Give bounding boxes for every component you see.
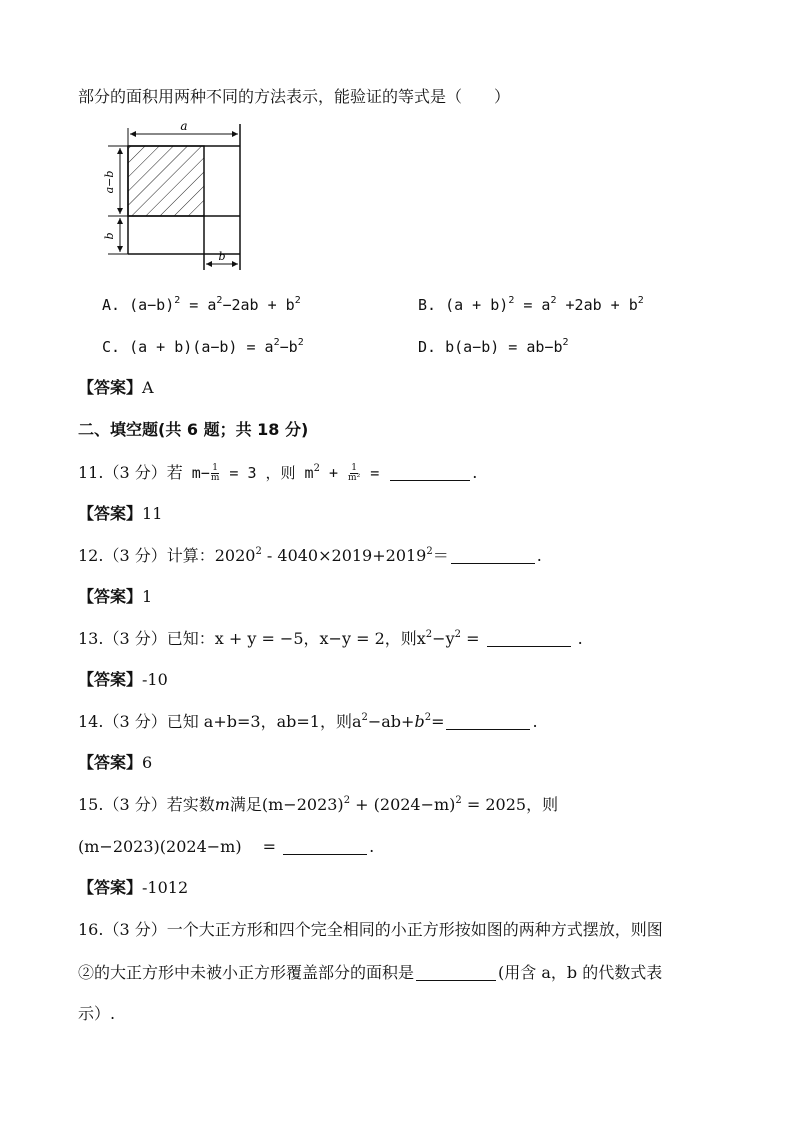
question-16-line1: 16.（3 分）一个大正方形和四个完全相同的小正方形按如图的两种方式摆放，则图 — [78, 920, 663, 939]
question-12: 12.（3 分）计算：$2020^2 - 4040\times 2019+2019^2=$ . — [78, 546, 542, 565]
answer-15: 【答案】-1012 — [78, 878, 189, 897]
answer-13: 【答案】-10 — [78, 670, 168, 689]
option-c: C. $(a + b)(a-b) = a^2-b^2$ — [102, 337, 304, 356]
label-a: a — [180, 120, 188, 133]
answer-blank — [283, 838, 367, 855]
question-14: 14.（3 分）已知 a+b=3，ab=1，则$a^2-ab+b^2=$ . — [78, 712, 538, 731]
hatched-square — [128, 146, 204, 216]
area-diagram — [100, 120, 260, 280]
answer-14: 【答案】6 — [78, 753, 153, 772]
answer-blank — [416, 964, 496, 981]
section-title: 二、填空题(共 6 题；共 18 分) — [78, 420, 309, 439]
answer-blank — [487, 630, 571, 647]
answer-10: 【答案】A — [78, 378, 154, 397]
answer-blank — [446, 713, 530, 730]
answer-12: 【答案】1 — [78, 587, 153, 606]
question-16-line3: 示）. — [78, 1004, 116, 1023]
option-b: B. $(a + b)^2 = a^2 +2ab + b^2$ — [418, 295, 644, 314]
label-b-left: b — [103, 232, 116, 240]
answer-blank — [390, 464, 470, 481]
answer-blank — [451, 547, 535, 564]
question-13: 13.（3 分）已知：x + y = −5，x−y = 2，则$x^2-y^2$ = . — [78, 629, 583, 648]
label-a-minus-b: a−b — [103, 170, 116, 194]
option-a: A. $(a-b)^2 = a^2-2ab + b^2$ — [102, 295, 301, 314]
question-11: 11.（3 分）若 m− $\frac{1}{m}$ = 3 ，则 $m^2$ + $\frac{1}{\text{m²}}$ = . — [78, 463, 478, 483]
answer-11: 【答案】11 — [78, 504, 163, 523]
label-b-bottom: b — [218, 250, 226, 263]
question-15-line2: (m−2023)(2024−m) = . — [78, 837, 375, 856]
question-15: 15.（3 分）若实数m满足$(m-2023)^2 + (2024-m)^2 = 2025$，则 — [78, 795, 559, 814]
question-16-line2: ②的大正方形中未被小正方形覆盖部分的面积是 (用含 a，b 的代数式表 — [78, 963, 663, 982]
option-d: D. $b(a-b) = ab-b^2$ — [418, 337, 569, 356]
question-10-stem: 部分的面积用两种不同的方法表示，能验证的等式是（ ） — [78, 87, 511, 106]
